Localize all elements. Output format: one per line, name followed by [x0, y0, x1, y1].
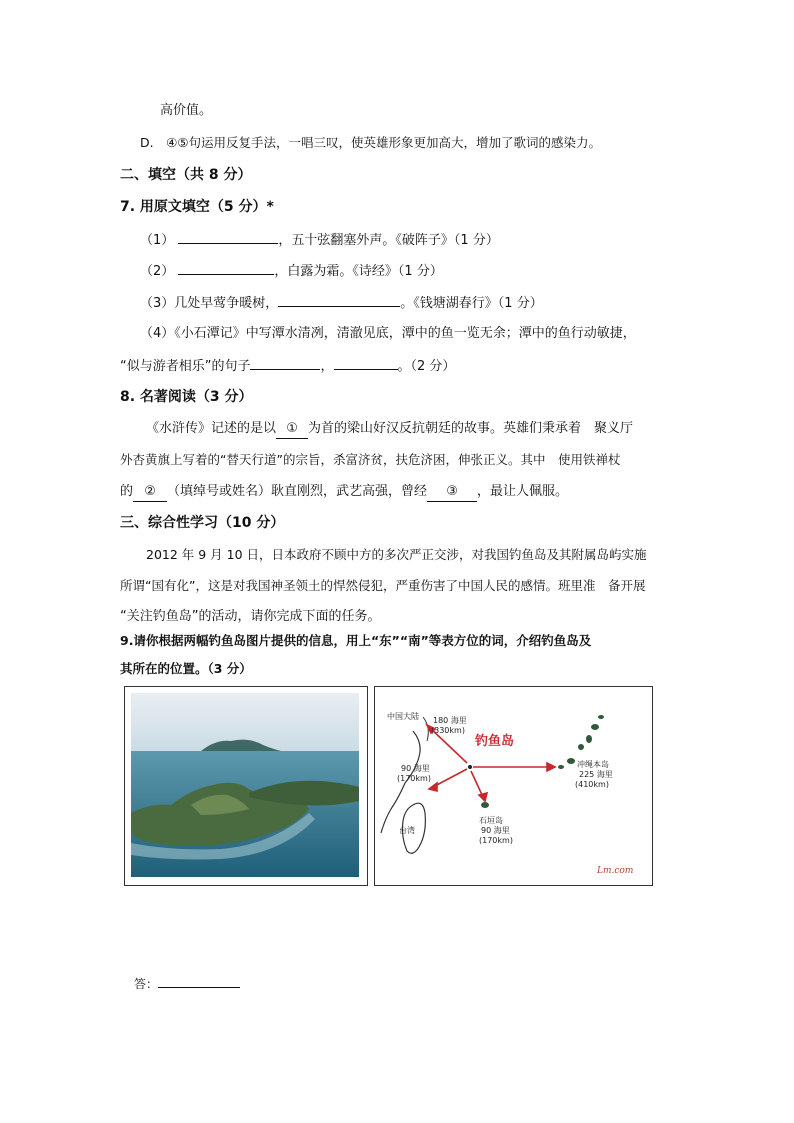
diaoyu-map-frame [374, 686, 653, 886]
island-photo-frame [124, 686, 368, 886]
q7-item-2-num: （2） [140, 264, 175, 279]
label-dist-ishigaki-km: (170km) [479, 836, 513, 845]
answer-blank[interactable] [158, 974, 240, 988]
label-diaoyu: 钓鱼岛 [475, 734, 515, 749]
label-dist-taiwan-km: (170km) [397, 774, 431, 783]
label-dist-mainland: 180 海里 [433, 716, 467, 725]
q7-item-4-blank-1[interactable] [250, 356, 320, 370]
intro-line-1: 2012 年 9 月 10 日，日本政府不顾中方的多次严正交涉，对我国钓鱼岛及其附属岛屿实施 [146, 547, 647, 562]
label-dist-mainland-km: (330km) [431, 726, 465, 735]
map-logo: Lm.com [597, 866, 634, 876]
q7-item-1-text: ，五十弦翻塞外声。《破阵子》（1 分） [278, 233, 499, 248]
section-3-title: 三、综合性学习（10 分） [120, 515, 285, 531]
label-mainland: 中国大陆 [387, 712, 419, 721]
q7-item-4-line2 [120, 356, 455, 376]
q7-item-2-text: ，白露为霜。《诗经》（1 分） [274, 264, 443, 279]
q8-line-3 [120, 483, 568, 502]
label-taiwan: 台湾 [399, 826, 415, 835]
q8-blank-2[interactable]: ② [133, 483, 167, 502]
q7-item-3-num: （3） [140, 296, 175, 311]
label-dist-okinawa: 225 海里 [579, 770, 613, 779]
q7-item-4-line1: （4）《小石潭记》中写潭水清冽，清澈见底，潭中的鱼一览无余；潭中的鱼行动敏捷， [140, 326, 636, 341]
q8-line-1 [146, 420, 633, 439]
q8-title: 8. 名著阅读（3 分） [120, 389, 253, 405]
option-c-continuation: 高价值。 [160, 103, 213, 118]
q8-line-3-a: 的 [120, 484, 134, 499]
arrow-to-ishigaki [471, 771, 483, 797]
answer-row [134, 974, 240, 993]
q7-item-3 [140, 293, 543, 313]
q7-item-1 [140, 230, 499, 250]
label-dist-okinawa-km: (410km) [575, 780, 609, 789]
q7-item-2 [140, 261, 443, 281]
label-ishigaki: 石垣岛 [479, 816, 503, 825]
q7-item-3-text: 。《钱塘湖春行》（1 分） [400, 296, 543, 311]
q8-line-1-b: 为首的梁山好汉反抗朝廷的故事。英雄们秉承着 聚义厅 [308, 421, 634, 436]
q8-blank-1[interactable]: ① [276, 420, 308, 439]
mainland-coast-inner [423, 717, 428, 741]
q7-item-4-blank-2[interactable] [334, 356, 398, 370]
q8-line-2: 外杏黄旗上写着的“替天行道”的宗旨，杀富济贫，扶危济困，伸张正义。其中 使用铁禅杖 [120, 452, 621, 467]
q7-item-1-num: （1） [140, 233, 175, 248]
q7-item-3-before: 几处早莺争暖树， [174, 296, 279, 311]
answer-label: 答： [134, 977, 159, 991]
label-dist-taiwan: 90 海里 [401, 764, 430, 773]
label-okinawa: 冲绳本岛 [577, 760, 609, 769]
diaoyu-point [468, 765, 472, 769]
ishigaki-island [481, 802, 489, 808]
q9-line-2: 其所在的位置。（3 分） [120, 661, 252, 676]
intro-line-3: “关注钓鱼岛”的活动，请你完成下面的任务。 [120, 609, 381, 624]
q7-item-2-blank[interactable] [178, 261, 274, 275]
q7-item-4-sep: ， [320, 359, 334, 374]
diaoyu-location-map [375, 687, 652, 885]
q8-line-3-b: （填绰号或姓名）耿直刚烈，武艺高强，曾经 [167, 484, 428, 499]
q8-blank-3[interactable]: ③ [427, 483, 477, 502]
q7-item-1-blank[interactable] [178, 230, 278, 244]
arrow-to-taiwan [433, 769, 467, 787]
q8-line-3-c: ，最让人佩服。 [477, 484, 569, 499]
q7-title: 7. 用原文填空（5 分）* [120, 199, 274, 215]
q8-line-1-a: 《水浒传》记述的是以 [146, 421, 277, 436]
q9-line-1: 9.请你根据两幅钓鱼岛图片提供的信息，用上“东”“南”等表方位的词，介绍钓鱼岛及 [120, 633, 592, 648]
intro-line-2: 所谓“国有化”，这是对我国神圣领土的悍然侵犯，严重伤害了中国人民的感情。班里准 备开展 [120, 578, 646, 593]
q7-item-4-prompt: “似与游者相乐”的句子 [120, 359, 251, 374]
q7-item-4-score: 。（2 分） [397, 359, 456, 374]
label-dist-ishigaki: 90 海里 [481, 826, 510, 835]
island-photo [131, 693, 359, 877]
option-d: D. ④⑤句运用反复手法，一唱三叹，使英雄形象更加高大，增加了歌词的感染力。 [140, 135, 602, 150]
q7-item-3-blank[interactable] [278, 293, 400, 307]
section-2-title: 二、填空（共 8 分） [120, 167, 252, 183]
